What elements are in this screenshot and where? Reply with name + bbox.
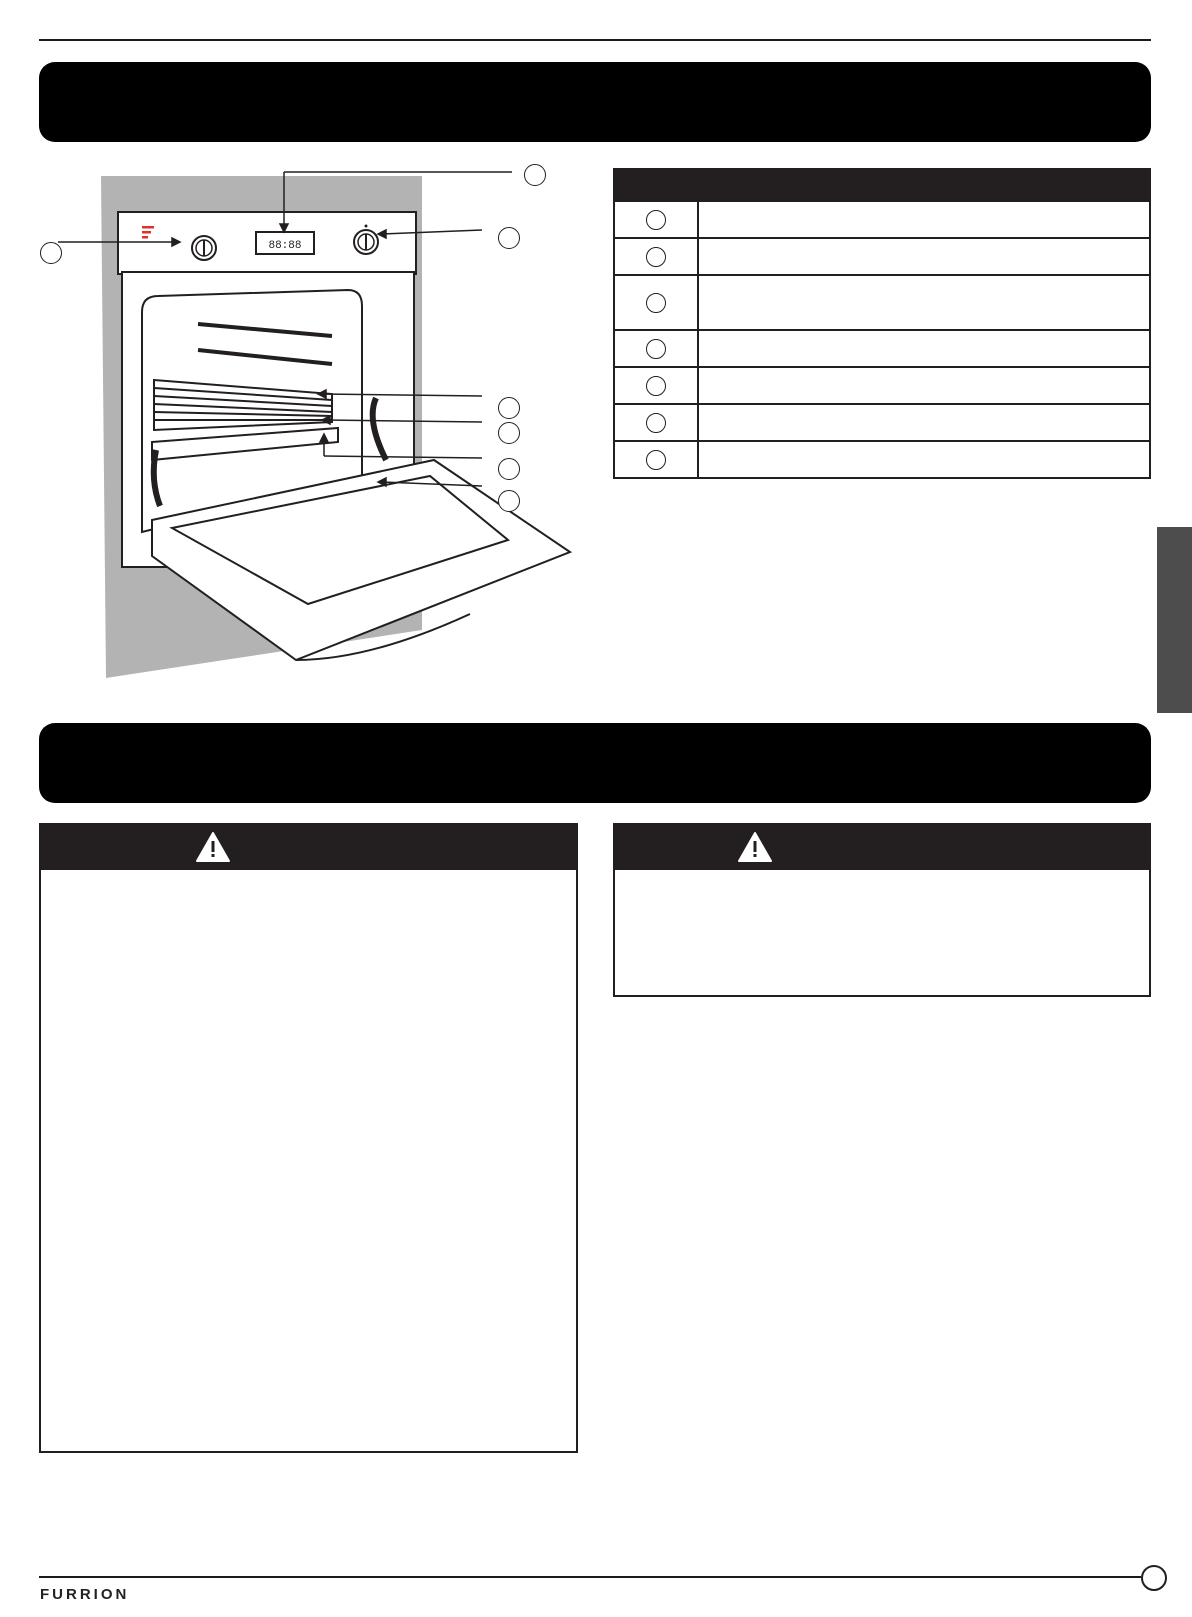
row-number-circle <box>646 210 666 230</box>
parts-table-header-desc <box>698 169 1150 201</box>
warning-box-right <box>613 823 1151 997</box>
table-row <box>614 238 1150 275</box>
callout-6 <box>498 458 520 480</box>
table-row <box>614 330 1150 367</box>
table-row <box>614 275 1150 330</box>
section-banner-bottom <box>39 723 1151 803</box>
table-row <box>614 367 1150 404</box>
callout-2 <box>524 164 546 186</box>
left-knob <box>192 236 216 260</box>
warning-triangle-icon <box>195 831 231 863</box>
clock-display-text: 88:88 <box>268 240 302 252</box>
parts-table <box>613 168 1151 479</box>
callout-5 <box>498 422 520 444</box>
bottom-rule <box>39 1576 1141 1578</box>
parts-table-header <box>614 169 1150 201</box>
side-section-tab <box>1157 527 1192 713</box>
row-number-circle <box>646 293 666 313</box>
row-description <box>698 201 1150 238</box>
callout-7 <box>498 490 520 512</box>
parts-table-header-num <box>614 169 698 201</box>
row-description <box>698 238 1150 275</box>
table-row <box>614 404 1150 441</box>
callout-3 <box>498 227 520 249</box>
top-rule <box>39 39 1151 41</box>
row-number-circle <box>646 339 666 359</box>
row-description <box>698 404 1150 441</box>
row-description <box>698 330 1150 367</box>
warning-body-left <box>41 870 576 898</box>
row-number-circle <box>646 450 666 470</box>
row-description <box>698 367 1150 404</box>
row-number-circle <box>646 247 666 267</box>
table-row <box>614 201 1150 238</box>
section-banner-top <box>39 62 1151 142</box>
row-description <box>698 441 1150 478</box>
table-row <box>614 441 1150 478</box>
warning-header-left <box>41 825 576 870</box>
row-number-circle <box>646 376 666 396</box>
warning-body-right <box>615 870 1149 898</box>
warning-triangle-icon <box>737 831 773 863</box>
row-number-circle <box>646 413 666 433</box>
page-number <box>1141 1565 1167 1591</box>
row-description <box>698 275 1150 330</box>
warning-box-left <box>39 823 578 1453</box>
warning-header-right <box>615 825 1149 870</box>
callout-1 <box>40 242 62 264</box>
callout-4 <box>498 397 520 419</box>
brand-logo: FURRION <box>40 1586 130 1603</box>
